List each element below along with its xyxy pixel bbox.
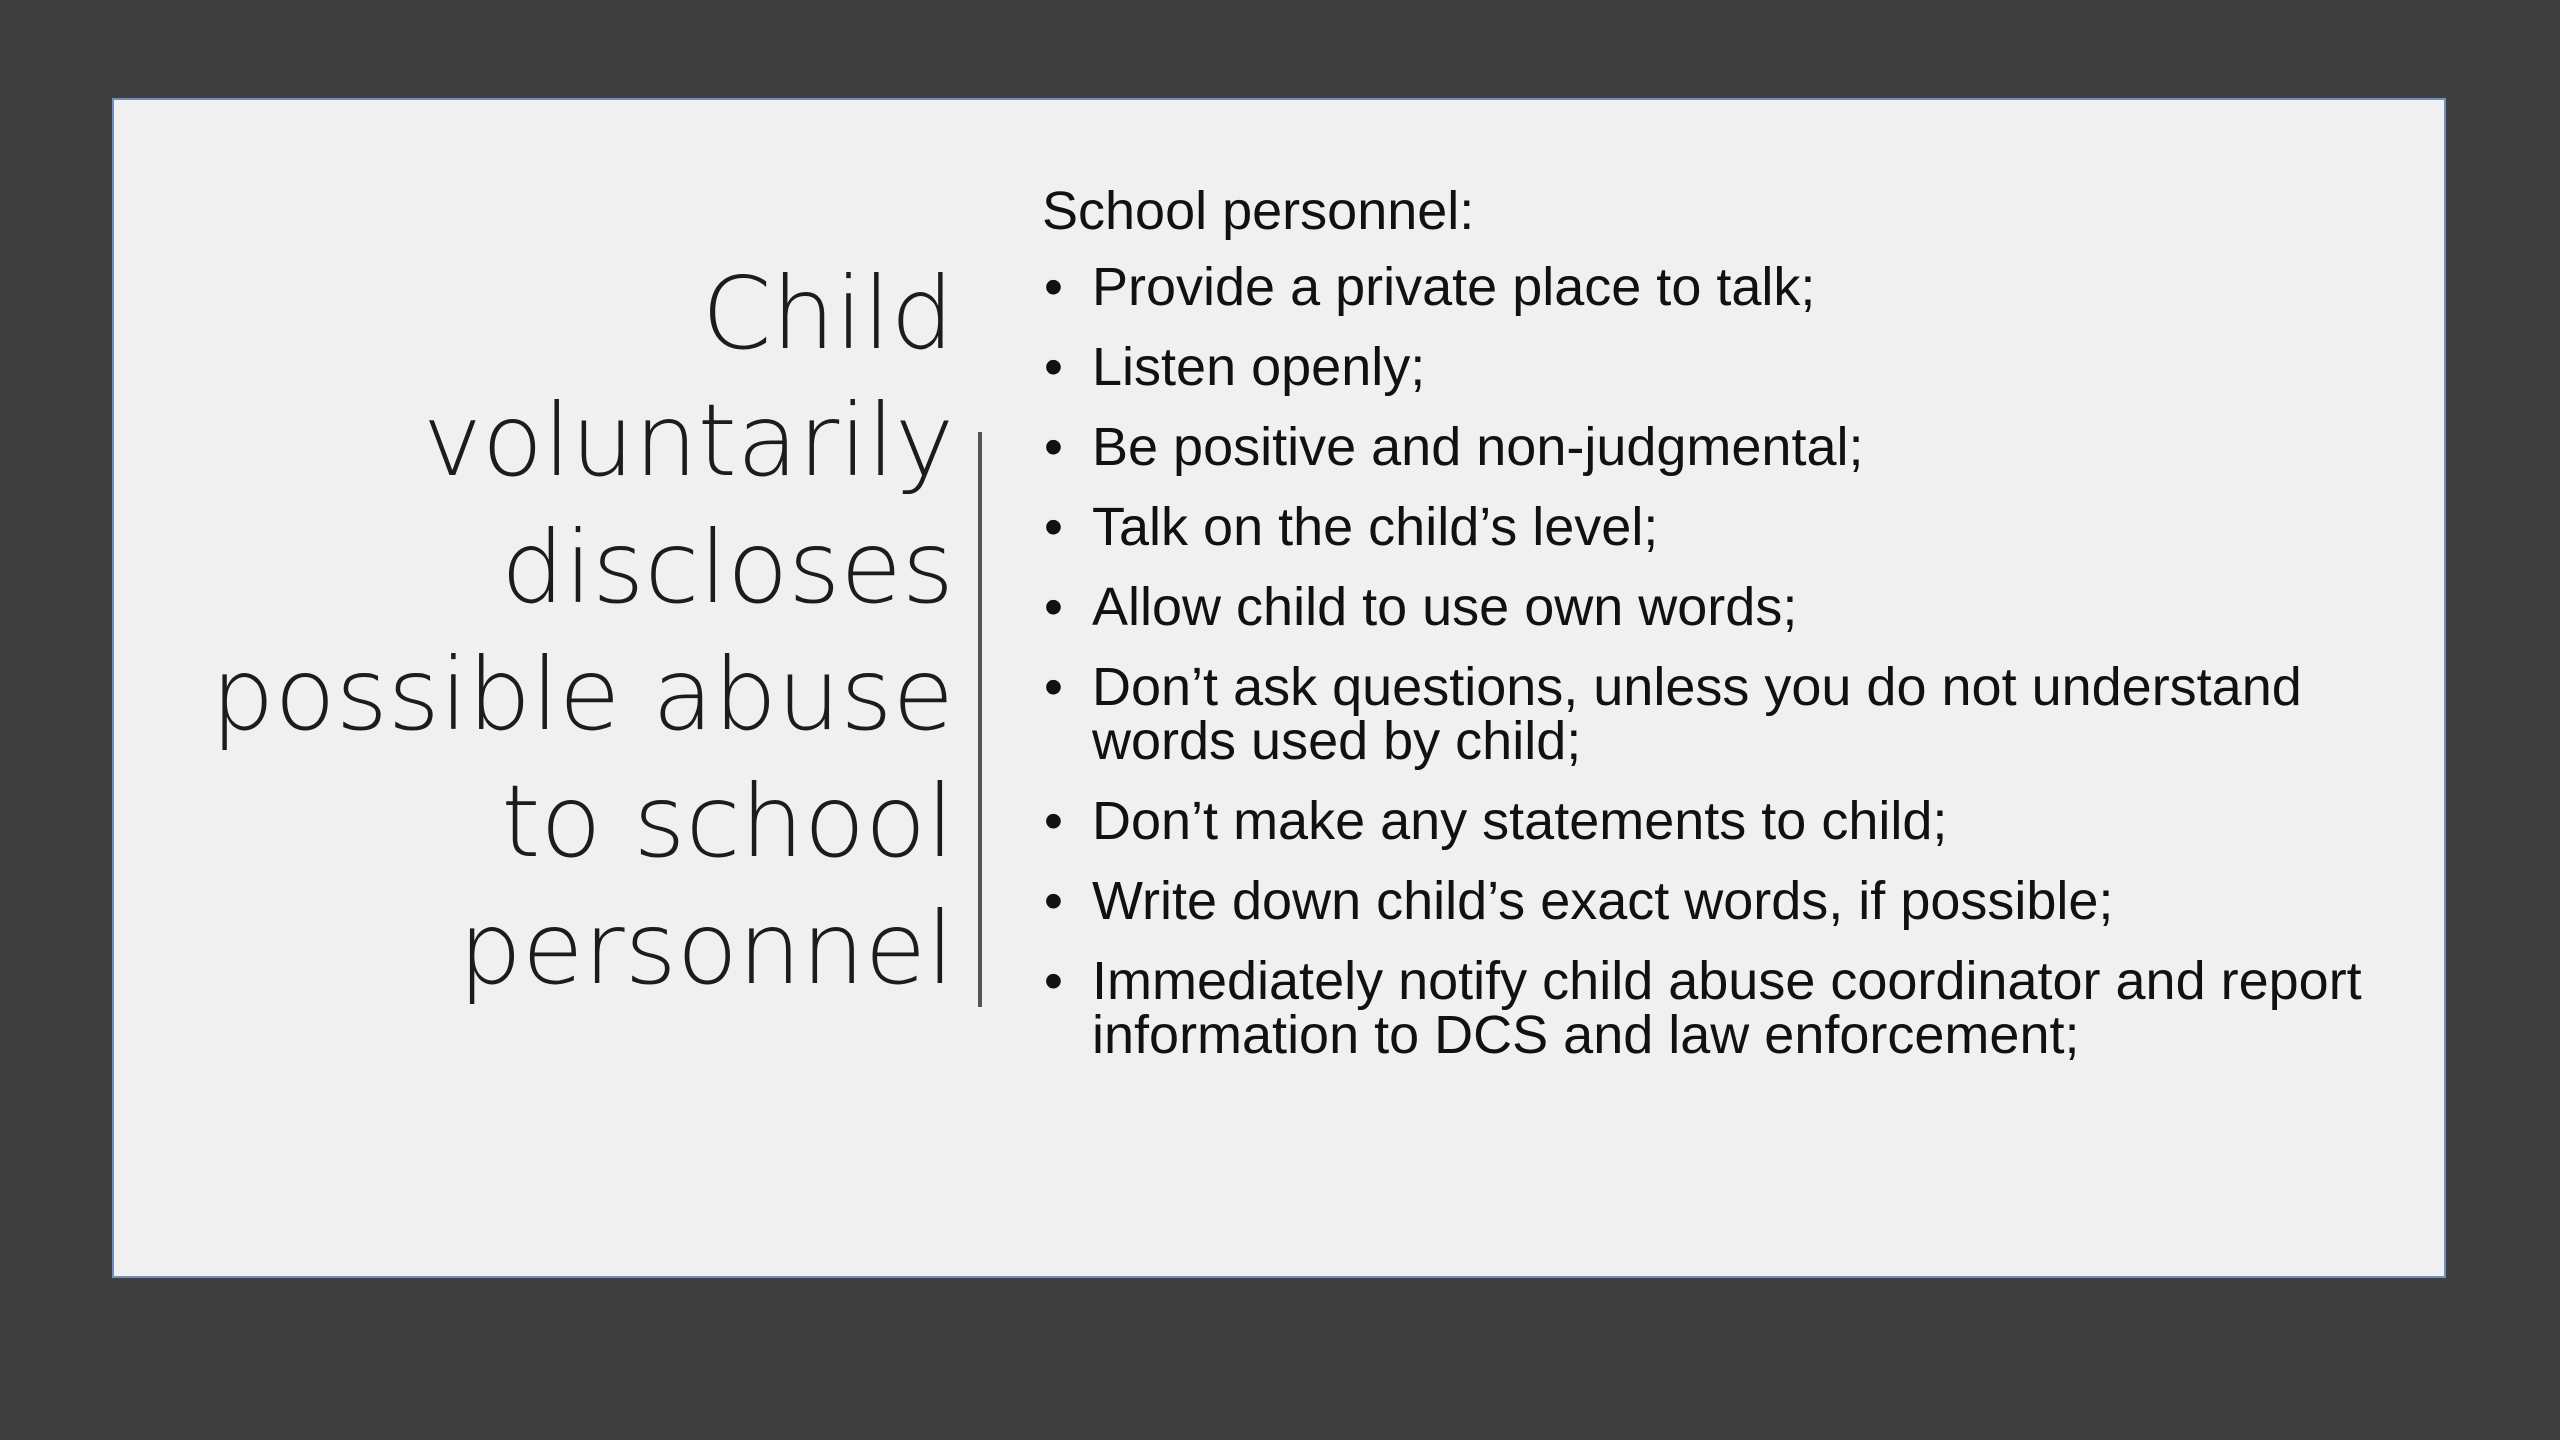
- bullet-icon: •: [1044, 497, 1063, 557]
- bullet-icon: •: [1044, 791, 1063, 851]
- list-item-text: Provide a private place to talk;: [1092, 257, 1816, 317]
- slide-title: Child voluntarily discloses possible abuse to school personnel: [211, 255, 954, 1007]
- slide[interactable]: [112, 98, 2446, 1278]
- vertical-divider: [978, 432, 982, 1007]
- bullet-icon: •: [1044, 871, 1063, 931]
- list-item: [1042, 871, 2422, 931]
- list-item: [1042, 577, 2422, 637]
- list-item-text: Talk on the child’s level;: [1092, 497, 1659, 557]
- bullet-list: [1042, 257, 2422, 1065]
- list-item: [1042, 417, 2422, 477]
- list-item-text: Immediately notify child abuse coordinator and report information to DCS and law enforcement;: [1092, 951, 2362, 1065]
- bullet-icon: •: [1044, 951, 1063, 1011]
- list-item-text: Allow child to use own words;: [1092, 577, 1798, 637]
- list-item-text: Write down child’s exact words, if possible;: [1092, 871, 2114, 931]
- list-item: [1042, 337, 2422, 397]
- list-item-text: Don’t make any statements to child;: [1092, 791, 1948, 851]
- list-item: [1042, 257, 2422, 317]
- list-item: [1042, 657, 2422, 771]
- list-item-text: Listen openly;: [1092, 337, 1426, 397]
- list-item-text: Be positive and non-judgmental;: [1092, 417, 1864, 477]
- slide-content: [1042, 180, 2422, 1088]
- list-item: [1042, 951, 2422, 1065]
- bullet-icon: •: [1044, 417, 1063, 477]
- list-item: [1042, 497, 2422, 557]
- list-item-text: Don’t ask questions, unless you do not understand words used by child;: [1092, 657, 2302, 771]
- list-item: [1042, 791, 2422, 851]
- bullet-icon: •: [1044, 337, 1063, 397]
- bullet-icon: •: [1044, 657, 1063, 717]
- bullet-icon: •: [1044, 577, 1063, 637]
- content-intro: School personnel:: [1042, 181, 1475, 241]
- bullet-icon: •: [1044, 257, 1063, 317]
